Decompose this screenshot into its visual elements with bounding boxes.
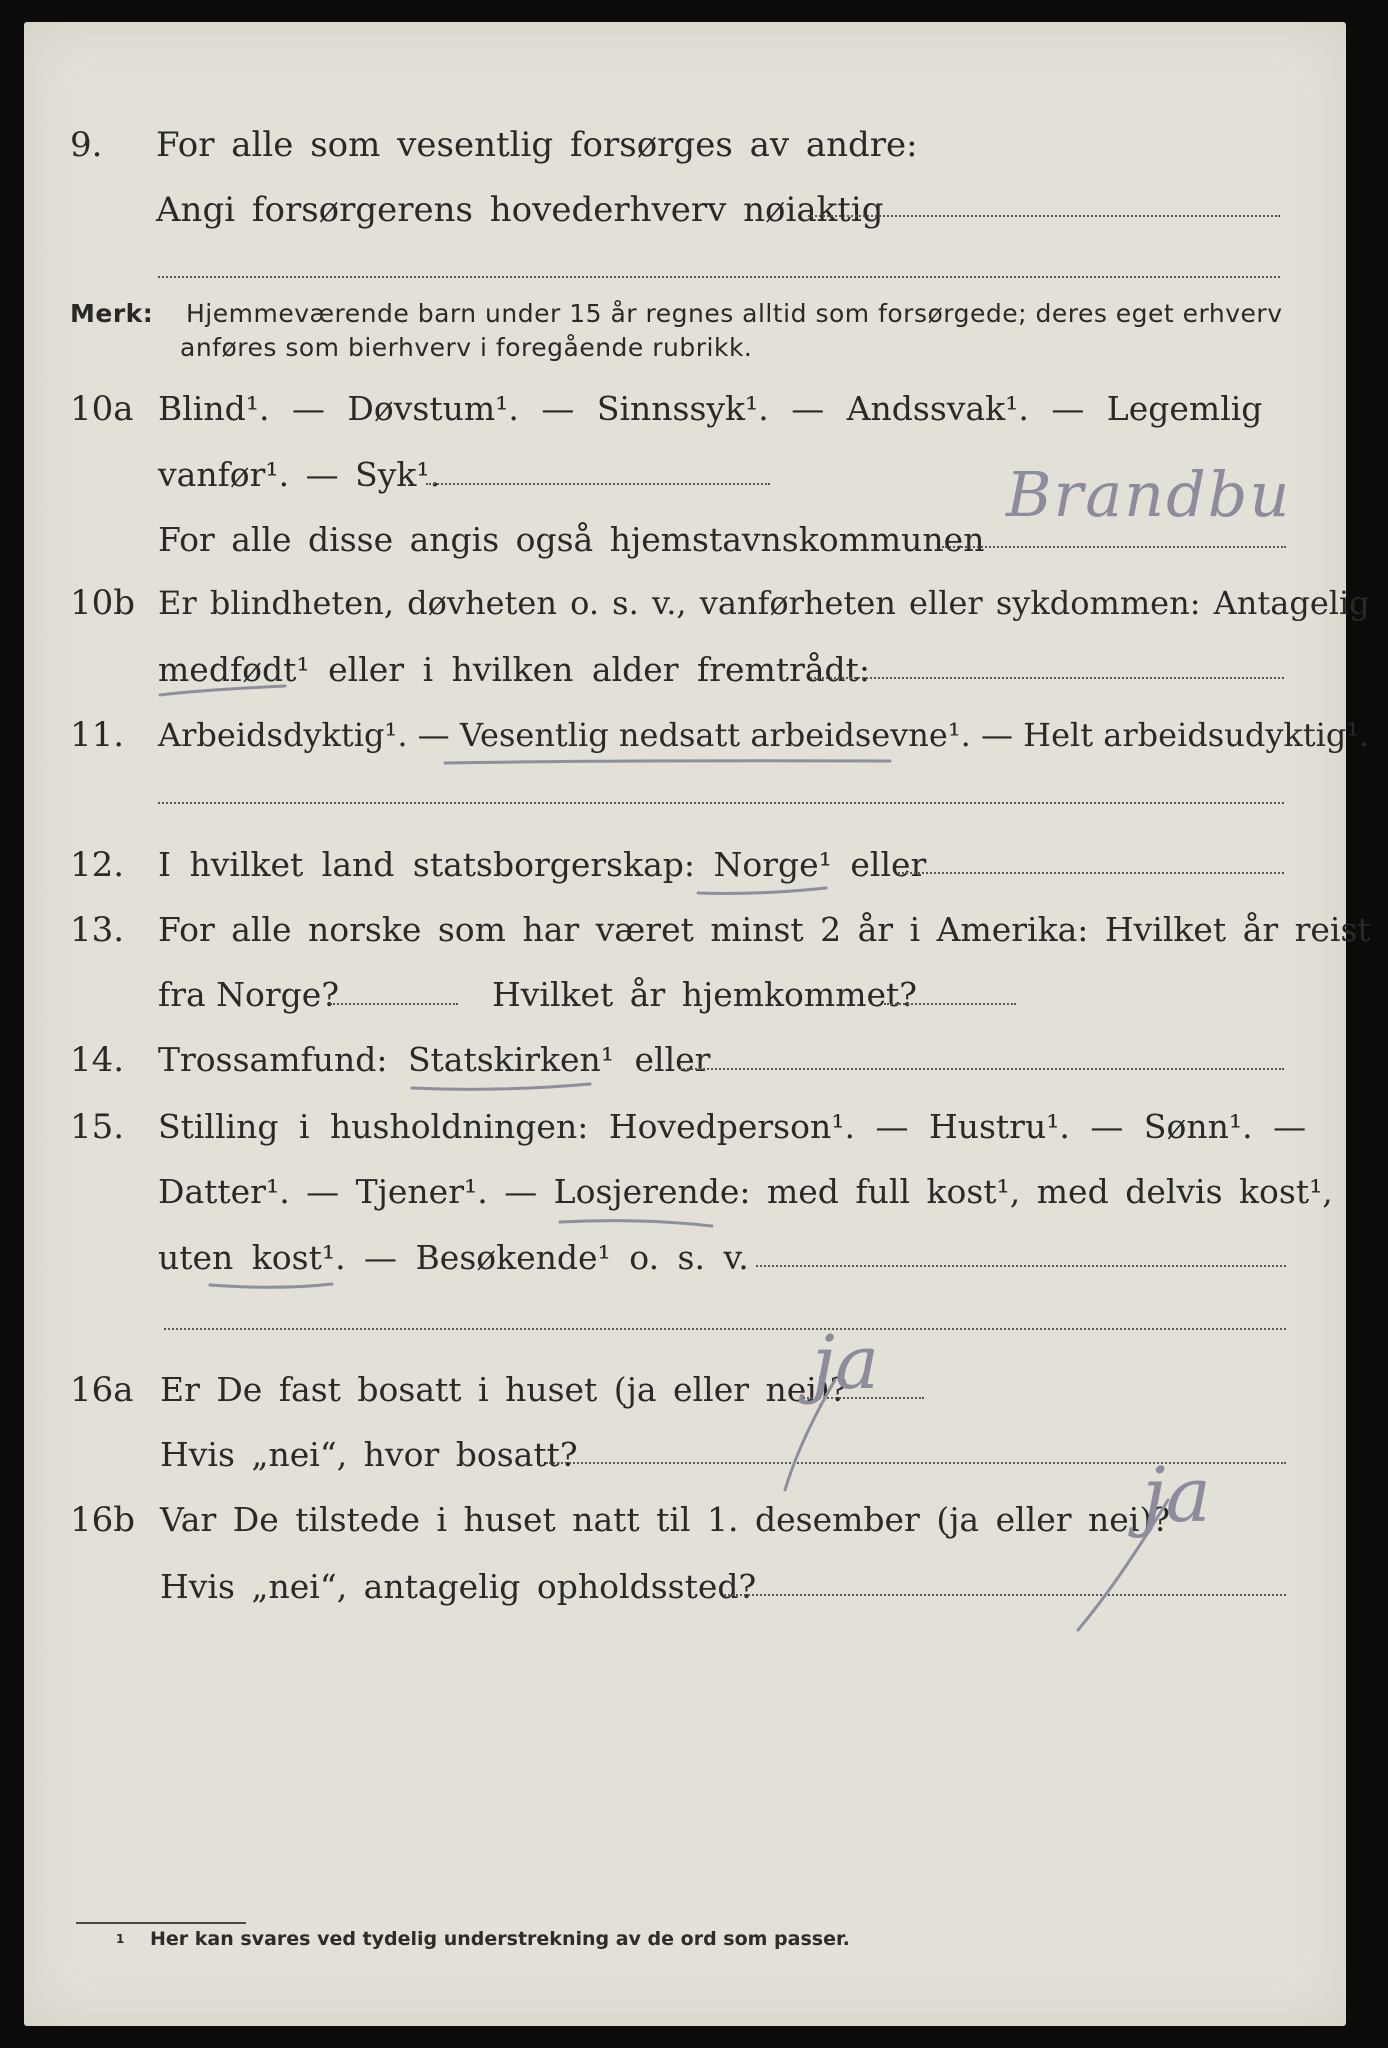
pencil-stroke-16b: [1078, 1500, 1168, 1630]
q15-line1: Stilling i husholdningen: Hovedperson¹. — Hustru¹. — Sønn¹. —: [158, 1107, 1307, 1146]
q14-line1: Trossamfund: Statskirken¹ eller: [158, 1040, 711, 1079]
q16a-handwritten-answer: ja: [812, 1320, 880, 1406]
q13-line2a: fra Norge?: [158, 975, 340, 1014]
q13-number: 13.: [70, 910, 125, 950]
q14-number: 14.: [70, 1040, 125, 1080]
q16a-line2: Hvis „nei“, hvor bosatt?: [160, 1435, 578, 1474]
underline-statskirken: [412, 1084, 590, 1089]
q11-line1: Arbeidsdyktig¹. — Vesentlig nedsatt arbeidsevne¹. — Helt arbeidsudyktig¹.: [158, 716, 1370, 754]
q10a-number: 10a: [70, 389, 134, 429]
underline-losjerende: [560, 1221, 712, 1226]
underline-norge: [698, 888, 826, 893]
q15-line2: Datter¹. — Tjener¹. — Losjerende: med full kost¹, med delvis kost¹,: [158, 1172, 1333, 1211]
q15-line3: uten kost¹. — Besøkende¹ o. s. v.: [158, 1238, 749, 1277]
q16b-number: 16b: [70, 1500, 136, 1540]
q10b-line2: medfødt¹ eller i hvilken alder fremtrådt:: [158, 650, 871, 689]
q16b-line1: Var De tilstede i huset natt til 1. desember (ja eller nei)?: [160, 1500, 1170, 1539]
q10a-line3: For alle disse angis også hjemstavnskommunen: [158, 520, 985, 559]
q13-line2b: Hvilket år hjemkommet?: [492, 975, 917, 1014]
pencil-stroke-16a: [785, 1380, 835, 1490]
merk-line2: anføres som bierhverv i foregående rubrikk.: [180, 333, 753, 362]
q16a-number: 16a: [70, 1370, 134, 1410]
q10b-line1: Er blindheten, døvheten o. s. v., vanførheten eller sykdommen: Antagelig: [158, 584, 1370, 622]
q10a-line1: Blind¹. — Døvstum¹. — Sinnssyk¹. — Andssvak¹. — Legemlig: [158, 389, 1263, 428]
q12-number: 12.: [70, 845, 125, 885]
q10a-line2: vanfør¹. — Syk¹.: [158, 455, 441, 494]
q12-line1: I hvilket land statsborgerskap: Norge¹ eller: [158, 845, 927, 884]
footnote-mark: 1: [116, 1932, 125, 1946]
underline-nedsatt-arbeidsevne: [445, 761, 890, 763]
q11-number: 11.: [70, 715, 125, 755]
footnote-rule: [76, 1922, 246, 1924]
underline-uten-kost: [210, 1284, 332, 1287]
q9-number: 9.: [70, 125, 103, 165]
q16b-line2: Hvis „nei“, antagelig opholdssted?: [160, 1567, 757, 1606]
merk-line1: Hjemmeværende barn under 15 år regnes alltid som forsørgede; deres eget erhverv: [186, 299, 1283, 328]
q15-number: 15.: [70, 1107, 125, 1147]
merk-label: Merk:: [70, 299, 154, 328]
q13-line1: For alle norske som har været minst 2 år i Amerika: Hvilket år reist: [158, 910, 1371, 949]
q10a-handwritten-hometown: Brandbu: [1006, 458, 1292, 531]
q16b-handwritten-answer: ja: [1142, 1450, 1211, 1539]
q10b-number: 10b: [70, 583, 136, 623]
q9-line1: For alle som vesentlig forsørges av andre:: [156, 125, 918, 165]
q9-line2: Angi forsørgerens hovederhverv nøiaktig: [156, 190, 884, 230]
underline-medfodt: [160, 686, 285, 695]
q16a-line1: Er De fast bosatt i huset (ja eller nei)?: [160, 1370, 848, 1409]
footnote-text: Her kan svares ved tydelig understrekning av de ord som passer.: [150, 1928, 850, 1950]
